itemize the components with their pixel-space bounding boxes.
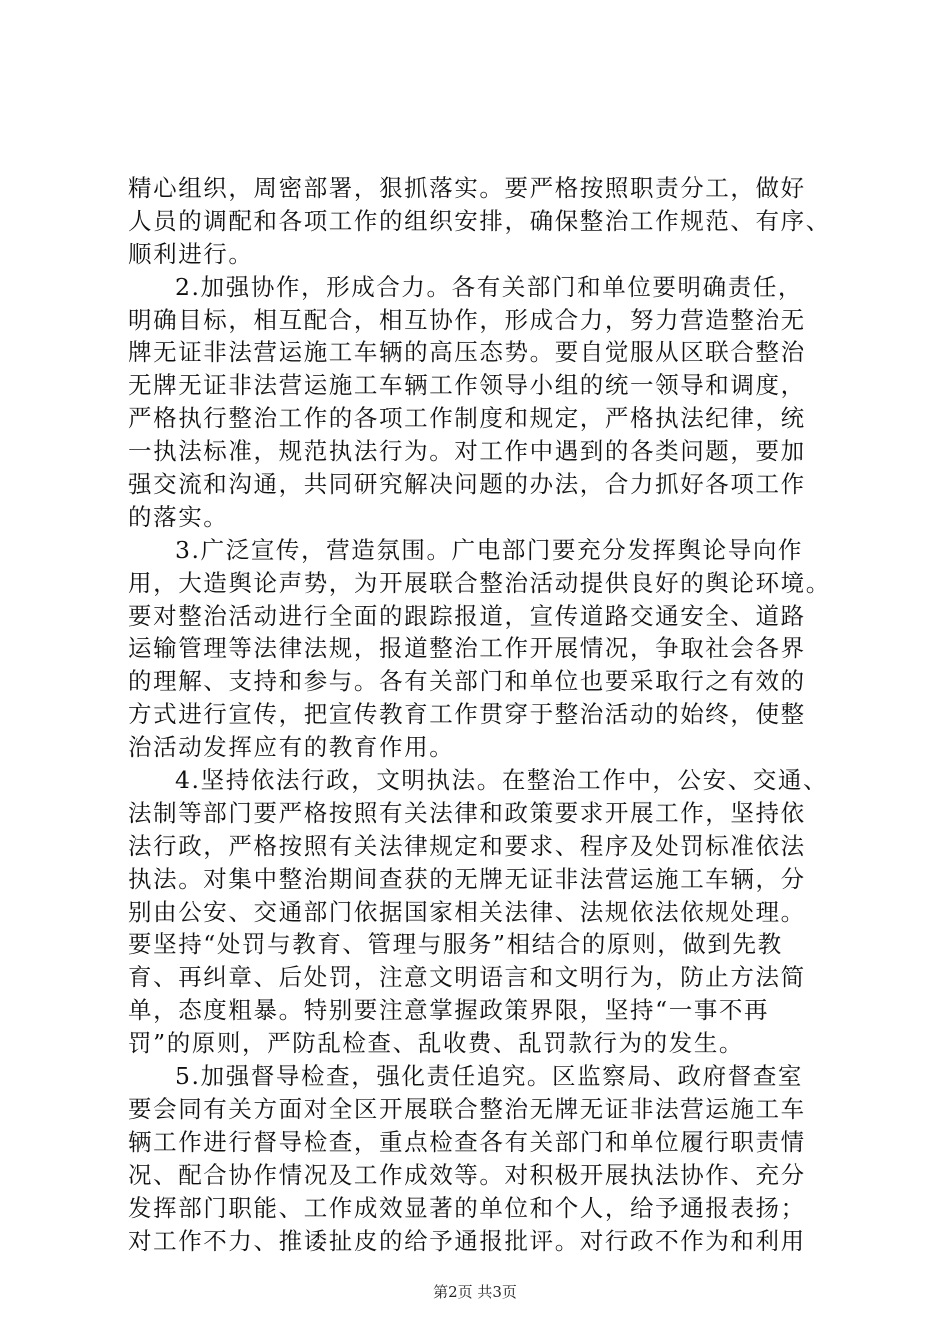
text-line: 法行政，严格按照有关法律规定和要求、程序及处罚标准依法 — [128, 831, 806, 860]
text-line: 人员的调配和各项工作的组织安排，确保整治工作规范、有序、 — [128, 206, 831, 235]
text-line: 对工作不力、推诿扯皮的给予通报批评。对行政不作为和利用 — [128, 1226, 806, 1255]
text-line: 别由公安、交通部门依据国家相关法律、法规依法依规处理。 — [128, 897, 806, 926]
text-line: 发挥部门职能、工作成效显著的单位和个人，给予通报表扬； — [128, 1193, 806, 1222]
text-line: 3.广泛宣传，营造氛围。广电部门要充分发挥舆论导向作 — [175, 535, 804, 564]
text-line: 单，态度粗暴。特别要注意掌握政策界限，坚持“一事不再 — [128, 996, 770, 1025]
text-line: 用，大造舆论声势，为开展联合整治活动提供良好的舆论环境。 — [128, 568, 831, 597]
text-line: 的落实。 — [128, 502, 229, 531]
text-line: 罚”的原则，严防乱检查、乱收费、乱罚款行为的发生。 — [128, 1029, 745, 1058]
text-line: 方式进行宣传，把宣传教育工作贯穿于整治活动的始终，使整 — [128, 700, 806, 729]
text-line: 治活动发挥应有的教育作用。 — [128, 733, 455, 762]
text-line: 一执法标准，规范执法行为。对工作中遇到的各类问题，要加 — [128, 437, 806, 466]
text-line: 5.加强督导检查，强化责任追究。区监察局、政府督查室 — [175, 1062, 804, 1091]
text-line: 顺利进行。 — [128, 239, 254, 268]
text-line: 要会同有关方面对全区开展联合整治无牌无证非法营运施工车 — [128, 1094, 806, 1123]
text-line: 要对整治活动进行全面的跟踪报道，宣传道路交通安全、道路 — [128, 601, 806, 630]
text-line: 牌无证非法营运施工车辆的高压态势。要自觉服从区联合整治 — [128, 338, 806, 367]
text-line: 运输管理等法律法规，报道整治工作开展情况，争取社会各界 — [128, 634, 806, 663]
text-line: 强交流和沟通，共同研究解决问题的办法，合力抓好各项工作 — [128, 470, 806, 499]
text-line: 辆工作进行督导检查，重点检查各有关部门和单位履行职责情 — [128, 1127, 806, 1156]
document-body — [128, 172, 831, 1257]
text-line: 执法。对集中整治期间查获的无牌无证非法营运施工车辆，分 — [128, 864, 806, 893]
text-line: 严格执行整治工作的各项工作制度和规定，严格执法纪律，统 — [128, 404, 806, 433]
text-line: 明确目标，相互配合，相互协作，形成合力，努力营造整治无 — [128, 305, 806, 334]
text-line: 4.坚持依法行政，文明执法。在整治工作中，公安、交通、 — [175, 766, 829, 795]
text-line: 精心组织，周密部署，狠抓落实。要严格按照职责分工，做好 — [128, 174, 806, 202]
text-line: 法制等部门要严格按照有关法律和政策要求开展工作，坚持依 — [128, 798, 806, 827]
text-line: 要坚持“处罚与教育、管理与服务”相结合的原则，做到先教 — [128, 930, 783, 959]
text-line: 的理解、支持和参与。各有关部门和单位也要采取行之有效的 — [128, 667, 806, 696]
text-line: 况、配合协作情况及工作成效等。对积极开展执法协作、充分 — [128, 1160, 806, 1189]
page-footer: 第2页 共3页 — [433, 1283, 517, 1301]
text-line: 育、再纠章、后处罚，注意文明语言和文明行为，防止方法简 — [128, 963, 806, 992]
text-line: 无牌无证非法营运施工车辆工作领导小组的统一领导和调度， — [128, 371, 806, 400]
text-line: 2.加强协作，形成合力。各有关部门和单位要明确责任， — [175, 272, 804, 301]
